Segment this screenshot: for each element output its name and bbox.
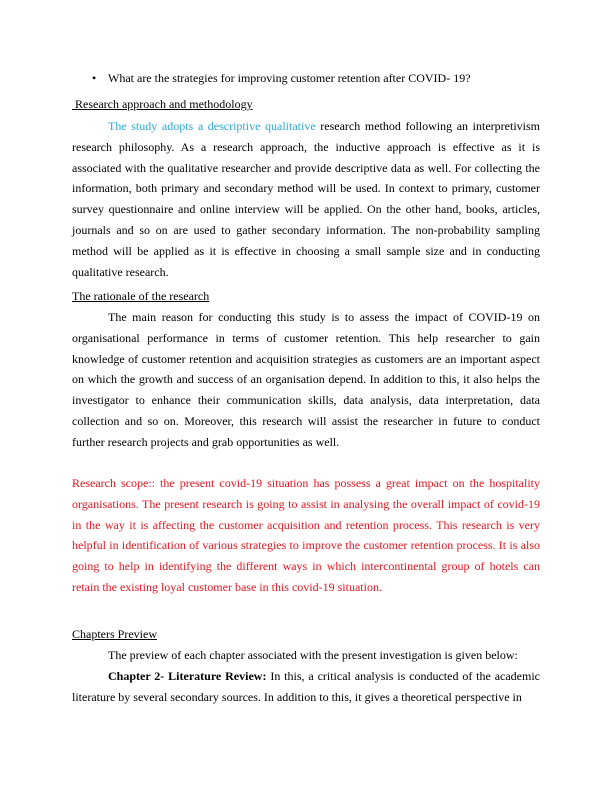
rationale-heading: The rationale of the research (72, 289, 210, 303)
research-question: What are the strategies for improving customer retention after COVID- 19? (108, 71, 471, 85)
highlighted-text: The study adopts a descriptive qualitative (108, 119, 321, 133)
chapters-preview-heading: Chapters Preview (72, 627, 157, 641)
rationale-paragraph: The main reason for conducting this study is to assess the impact of COVID-19 on organisational performance in terms of customer retention. This help researcher to gain knowledge of customer retention and acquisition strategies as customers are an important aspect on which the growth and success of an organisation depend. In addition to this, it also helps the investigator to enhance their communication skills, data analysis, data interpretation, data collection and so on. Moreover, this research will assist the researcher in future to conduct further research projects and grab opportunities as well. (72, 310, 540, 449)
research-approach-body: research method following an interpretivism research philosophy. As a research approach, the inductive approach is effective as it is associated with the qualitative researcher and provide descriptive data as well. For collecting the information, both primary and secondary method will be used. In context to primary, customer survey questionnaire and online interview will be applied. On the other hand, books, articles, journals and so on are used to gather secondary information. The non-probability sampling method will be applied as it is effective in choosing a small sample size and in conducting qualitative research. (72, 119, 540, 279)
research-scope-paragraph: Research scope:: the present covid-19 situation has possess a great impact on the hospitality organisations. The present research is going to assist in analysing the overall impact of covid-19 in the way it is affecting the customer acquisition and retention process. This research is very helpful in identification of various strategies to improve the customer retention process. It is also going to help in identifying the different ways in which intercontinental group of hotels can retain the existing loyal customer base in this covid-19 situation. (72, 476, 540, 594)
research-approach-paragraph (72, 116, 540, 282)
chapter-2-text: In this, a critical analysis is conducted of the academic literature by several secondary sources. In addition to this, it gives a theoretical perspective in (72, 669, 540, 704)
chapter-2-paragraph (72, 666, 540, 708)
chapter-2-label: Chapter 2- Literature Review: (108, 669, 267, 683)
bullet-icon: • (92, 71, 97, 85)
research-approach-heading: Research approach and methodology (72, 97, 253, 111)
chapters-intro-paragraph: The preview of each chapter associated with the present investigation is given below: (108, 648, 518, 662)
